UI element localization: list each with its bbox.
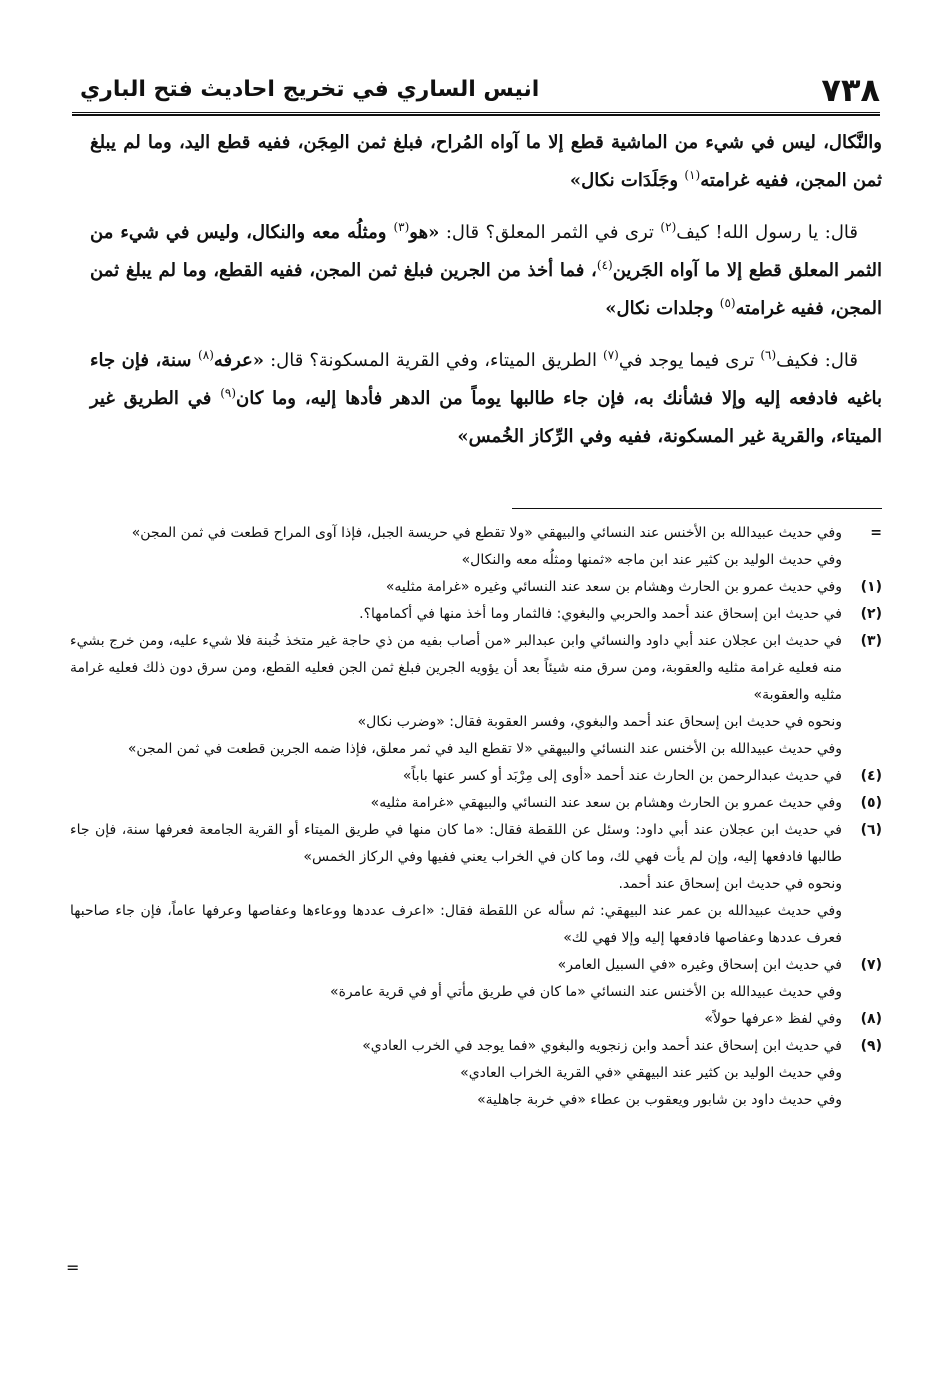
footnote (70, 628, 882, 763)
footnote-ref: (٩) (220, 386, 237, 400)
hadith-text: وجَلَدَات نكال» (569, 170, 685, 191)
narration-text: ترى فيما يوجد في (618, 350, 761, 371)
footnote-number: (٥) (860, 795, 882, 811)
footnote-body (70, 1033, 842, 1114)
footnote-body (70, 790, 842, 817)
hadith-text: ، فما أخذ من الجرين فبلغ ثمن المجن، ففيه القطع، وما لم يبلغ ثمن المجن، ففيه غرامته (90, 260, 882, 319)
footnote-line: في حديث ابن إسحاق عند أحمد وابن زنجويه والبغوي «فما يوجد في الخرب العادي» (362, 1038, 842, 1054)
footnote-body (70, 763, 842, 790)
page-header (70, 70, 880, 110)
footnote-ref: (١) (684, 168, 701, 182)
footnote-line: في حديث ابن إسحاق وغيره «في السبيل العامر» (557, 957, 842, 973)
footnote-number: (٧) (860, 957, 882, 973)
footnote-number: (٣) (860, 633, 882, 649)
footnote-number: (١) (860, 579, 882, 595)
footnote-line: وفي حديث عبيدالله بن الأخنس عند النسائي والبيهقي «لا تقطع اليد في ثمر معلق، فإذا ضمه الجرين قطعت في ثمن المجن» (127, 741, 842, 757)
footnote-body (70, 1006, 842, 1033)
hadith-text: ومثلُه معه والنكال، وليس في شيء من الثمر المعلق قطع إلا ما آواه الجَرين (90, 222, 882, 281)
footnote (70, 952, 882, 1006)
hadith-text: والنَّكال، ليس في شيء من الماشية قطع إلا ما آواه المُراح، فبلغ ثمن المِجَن، ففيه قطع اليد، وما لم يبلغ ثمن المجن، ففيه غرامته (90, 132, 882, 191)
footnote-body (70, 817, 842, 952)
footnote (70, 520, 882, 574)
narration-text: قال: يا رسول الله! كيف (676, 222, 858, 243)
footnote-ref: (٥) (719, 296, 736, 310)
footnote-body (70, 628, 842, 763)
footnote-line: وفي حديث عبيدالله بن عمر عند البيهقي: ثم سأله عن اللقطة فقال: «اعرف عددها ووعاءها وعفاصها وعرفها عاماً، فإن جاء صاحبها فعرف عددها وعفاصها فادفعها إليه وإلا فهي لك» (70, 903, 842, 946)
hadith-text: «هو (409, 222, 440, 243)
footnote-number: (٦) (860, 822, 882, 838)
hadith-text: وجلدات نكال» (605, 298, 720, 319)
narration-text: قال: فكيف (776, 350, 859, 371)
footnote-line: وفي حديث الوليد بن كثير عند البيهقي «في القرية الخراب العادي» (460, 1065, 842, 1081)
running-title: انيس الساري في تخريج احاديث فتح الباري (80, 77, 540, 102)
footnote-body (70, 952, 842, 1006)
paragraph-2 (90, 214, 882, 328)
hadith-text: سنة، فإن جاء باغيه فادفعه إليه وإلا فشأنك به، فإن جاء طالبها يوماً من الدهر فأدها إليه، وما كان (90, 350, 882, 409)
footnote-ref: (٦) (760, 348, 777, 362)
narration-text: الطريق الميتاء، وفي القرية المسكونة؟ قال: (264, 350, 603, 371)
header-rule (72, 112, 880, 116)
footnote-ref: (٧) (603, 348, 619, 362)
footnote-body (70, 601, 842, 628)
footnote-number: (٢) (860, 606, 882, 622)
footnote-line: وفي لفظ «عرفها حولاً» (704, 1011, 842, 1027)
footnote-line: وفي حديث عبيدالله بن الأخنس عند النسائي والبيهقي «ولا تقطع في حريسة الجبل، فإذا آوى المراح قطعت في ثمن المجن» (131, 525, 842, 541)
footnote (70, 1006, 882, 1033)
footnote-number: (٨) (860, 1011, 882, 1027)
footnote-body (70, 574, 842, 601)
hadith-text: في الطريق غير الميتاء، والقرية غير المسكونة، ففيه وفي الرِّكاز الخُمس» (90, 388, 882, 447)
footnote-line: وفي حديث عمرو بن الحارث وهشام بن سعد عند النسائي وغيره «غرامة مثليه» (385, 579, 842, 595)
hadith-text: «عرفه (213, 350, 265, 371)
footnote-line: وفي حديث عبيدالله بن الأخنس عند النسائي «ما كان في طريق مأتي أو في قرية عامرة» (330, 984, 842, 1000)
narration-text: ترى في الثمر المعلق؟ قال: (439, 222, 661, 243)
footnote-number: = (870, 525, 882, 541)
main-text (90, 124, 882, 470)
continuation-mark: = (66, 1258, 80, 1277)
footnote-line: ونحوه في حديث ابن إسحاق عند أحمد والبغوي، وفسر العقوبة فقال: «وضرب نكال» (357, 714, 842, 730)
footnote-line: في حديث ابن إسحاق عند أحمد والحربي والبغوي: فالثمار وما أخذ منها في أكمامها؟. (359, 606, 842, 622)
footnote (70, 574, 882, 601)
footnote-line: في حديث ابن عجلان عند أبي داود: وسئل عن اللقطة فقال: «ما كان منها في طريق الميتاء أو القرية الجامعة فعرفها سنة، فإن جاء طالبها فادفعها إليه، وإن لم يأت فهي لك، وما كان في الخراب يعني ففيها وفي الركاز الخمس» (70, 822, 842, 865)
footnote (70, 763, 882, 790)
footnote-line: في حديث عبدالرحمن بن الحارث عند أحمد «أوى إلى مِرْبَد أو كسر عنها باباً» (402, 768, 842, 784)
footnote-ref: (٢) (660, 220, 677, 234)
footnote-ref: (٤) (596, 258, 613, 272)
footnote (70, 817, 882, 952)
footnote-line: وفي حديث عمرو بن الحارث وهشام بن سعد عند النسائي والبيهقي «غرامة مثليه» (370, 795, 842, 811)
page-number: ٧٣٨ (821, 71, 880, 109)
footnote-line: وفي حديث داود بن شابور ويعقوب بن عطاء «في خربة جاهلية» (477, 1092, 842, 1108)
footnote-divider (512, 508, 882, 509)
footnote-body (70, 520, 842, 574)
footnote-line: ونحوه في حديث ابن إسحاق عند أحمد. (618, 876, 842, 892)
footnote-line: في حديث ابن عجلان عند أبي داود والنسائي وابن عبدالبر «من أصاب بفيه من ذي حاجة غير متخذ خُبنة فلا شيء عليه، ومن خرج بشيء منه فعليه غرامة مثليه والعقوبة، ومن سرق منه شيئاً بعد أن يؤويه الجرين فبلغ ثمن الجن فعليه القطع، ومن سرق دون ذلك فعليه غرامة مثليه والعقوبة» (70, 633, 842, 703)
footnote-ref: (٨) (198, 348, 214, 362)
footnote-line: وفي حديث الوليد بن كثير عند ابن ماجه «ثمنها ومثلُه معه والنكال» (461, 552, 842, 568)
footnote-number: (٤) (860, 768, 882, 784)
footnote-number: (٩) (860, 1038, 882, 1054)
paragraph-1 (90, 124, 882, 200)
paragraph-3 (90, 342, 882, 456)
footnote (70, 601, 882, 628)
footnote-ref: (٣) (393, 220, 410, 234)
footnote (70, 1033, 882, 1114)
footnote (70, 790, 882, 817)
footnotes (70, 520, 882, 1114)
